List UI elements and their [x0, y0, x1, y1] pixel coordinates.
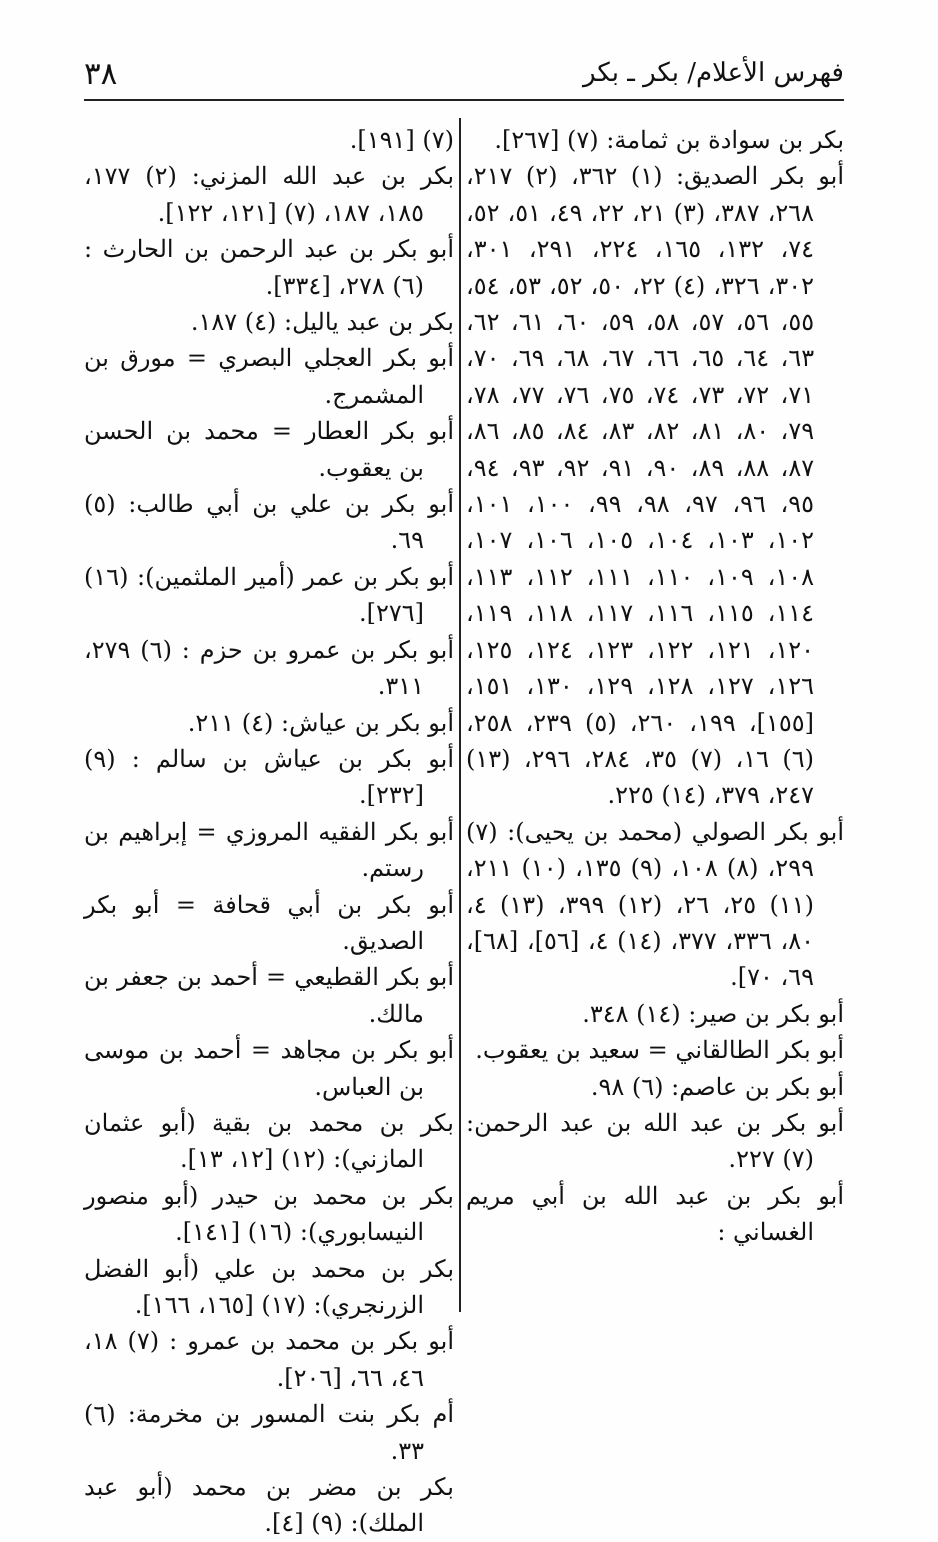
index-entry: أبو بكر بن عاصم: (٦) ٩٨. — [590, 1072, 844, 1101]
header-rule — [84, 99, 844, 101]
index-entry: أبو بكر العجلي البصري = مورق بن المشمرج. — [84, 344, 454, 409]
index-entry: أبو بكر العطار = محمد بن الحسن بن يعقوب. — [84, 417, 454, 482]
index-entry: بكر بن محمد بن علي (أبو الفضل الزرنجري): (١٧) [١٦٥، ١٦٦]. — [84, 1254, 454, 1319]
index-entry: أبو بكر بن علي بن أبي طالب: (٥) ٦٩. — [84, 490, 454, 555]
index-entry: أبو بكر بن عبد الرحمن بن الحارث : (٦) ٢٧٨، [٣٣٤]. — [84, 235, 454, 300]
index-entry: بكر بن محمد بن حيدر (أبو منصور النيسابوري): (١٦) [١٤١]. — [84, 1181, 454, 1247]
index-entry: أبو بكر بن محمد بن عمرو : (٧) ١٨، ٤٦، ٦٦، [٢٠٦]. — [84, 1327, 454, 1392]
index-entry: أبو بكر بن عمرو بن حزم : (٦) ٢٧٩، ٣١١. — [84, 635, 454, 701]
index-entry: أبو بكر الصديق: (١) ٣٦٢، (٢) ٢١٧، ٢٦٨، ٣٨٧، (٣) ٢١، ٢٢، ٤٩، ٥١، ٥٢، ٧٤، ١٣٢، ١٦٥، ٢٢٤، ٢٩١، ٣٠١، ٣٠٢، ٣٢٦، (٤) ٢٢، ٥٠، ٥٢، ٥٣، ٥٤، ٥٥، ٥٦، ٥٧، ٥٨، ٥٩، ٦٠، ٦١، ٦٢، ٦٣، ٦٤، ٦٥، ٦٦، ٦٧، ٦٨، ٦٩، ٧٠، ٧١، ٧٢، ٧٣، ٧٤، ٧٥، ٧٦، ٧٧، ٧٨، ٧٩، ٨٠، ٨١، ٨٢، ٨٣، ٨٤، ٨٥، ٨٦، ٨٧، ٨٨، ٨٩، ٩٠، ٩١، ٩٢، ٩٣، ٩٤، ٩٥، ٩٦، ٩٧، ٩٨، ٩٩، ١٠٠، ١٠١، ١٠٢، ١٠٣، ١٠٤، ١٠٥، ١٠٦، ١٠٧، ١٠٨، ١٠٩، ١١٠، ١١١، ١١٢، ١١٣، ١١٤، ١١٥، ١١٦، ١١٧، ١١٨، ١١٩، ١٢٠، ١٢١، ١٢٢، ١٢٣، ١٢٤، ١٢٥، ١٢٦، ١٢٧، ١٢٨، ١٢٩، ١٣٠، ١٥١، [١٥٥]، ١٩٩، ٢٦٠، (٥) ٢٣٩، ٢٥٨، (٦) ١٦، (٧) ٣٥، ٢٨٤، ٢٩٦، (١٣) ٢٤٧، ٣٧٩، (١٤) ٢٢٥. — [466, 162, 844, 810]
index-entry: أبو بكر بن عياش بن سالم : (٩) [٢٣٢]. — [84, 744, 454, 810]
left-column — [84, 122, 454, 1542]
right-column — [466, 122, 844, 1251]
index-entry: أبو بكر القطيعي = أحمد بن جعفر بن مالك. — [84, 963, 454, 1028]
column-divider — [459, 118, 461, 1312]
index-entry: بكر بن عبد الله المزني: (٢) ١٧٧، ١٨٥، ١٨٧، (٧) [١٢١، ١٢٢]. — [84, 162, 454, 227]
index-entry: بكر بن سوادة بن ثمامة: (٧) [٢٦٧]. — [494, 126, 844, 154]
index-entry: أبو بكر الطالقاني = سعيد بن يعقوب. — [475, 1036, 844, 1065]
index-entry: أبو بكر الفقيه المروزي = إبراهيم بن رستم. — [84, 817, 454, 883]
page-header — [84, 50, 844, 100]
index-entry: أبو بكر بن عياش: (٤) ٢١١. — [187, 708, 454, 737]
index-entry: أبو بكر بن عبد الله بن أبي مريم الغساني : — [466, 1181, 844, 1247]
index-entry: أبو بكر بن أبي قحافة = أبو بكر الصديق. — [84, 890, 454, 955]
index-entry: (٧) [١٩١]. — [349, 126, 454, 154]
index-entry: أم بكر بنت المسور بن مخرمة: (٦) ٣٣. — [84, 1400, 454, 1465]
index-entry: بكر بن عبد ياليل: (٤) ١٨٧. — [190, 308, 454, 337]
index-entry: بكر بن محمد بن بقية (أبو عثمان المازني): (١٢) [١٢، ١٣]. — [84, 1108, 454, 1174]
index-entry: أبو بكر بن مجاهد = أحمد بن موسى بن العباس. — [84, 1036, 454, 1101]
index-entry: بكر بن مضر بن محمد (أبو عبد الملك): (٩) [٤]. — [84, 1473, 454, 1538]
index-entry: أبو بكر بن عبد الله بن عبد الرحمن: (٧) ٢٢٧. — [466, 1108, 845, 1174]
page-number: ٣٨ — [84, 56, 118, 92]
index-entry: أبو بكر بن عمر (أمير الملثمين): (١٦) [٢٧٦]. — [84, 562, 454, 628]
running-title: فهرس الأعلام/ بكر ـ بكر — [583, 58, 844, 88]
index-entry: أبو بكر بن صير: (١٤) ٣٤٨. — [582, 999, 844, 1028]
index-entry: أبو بكر الصولي (محمد بن يحيى): (٧) ٢٩٩، (٨) ١٠٨، (٩) ١٣٥، (١٠) ٢١١، (١١) ٢٥، ٢٦، (١٢) ٣٩٩، (١٣) ٤، ٨٠، ٣٣٦، ٣٧٧، (١٤) ٤، [٥٦]، [٦٨]، ٦٩، ٧٠]. — [466, 817, 844, 992]
